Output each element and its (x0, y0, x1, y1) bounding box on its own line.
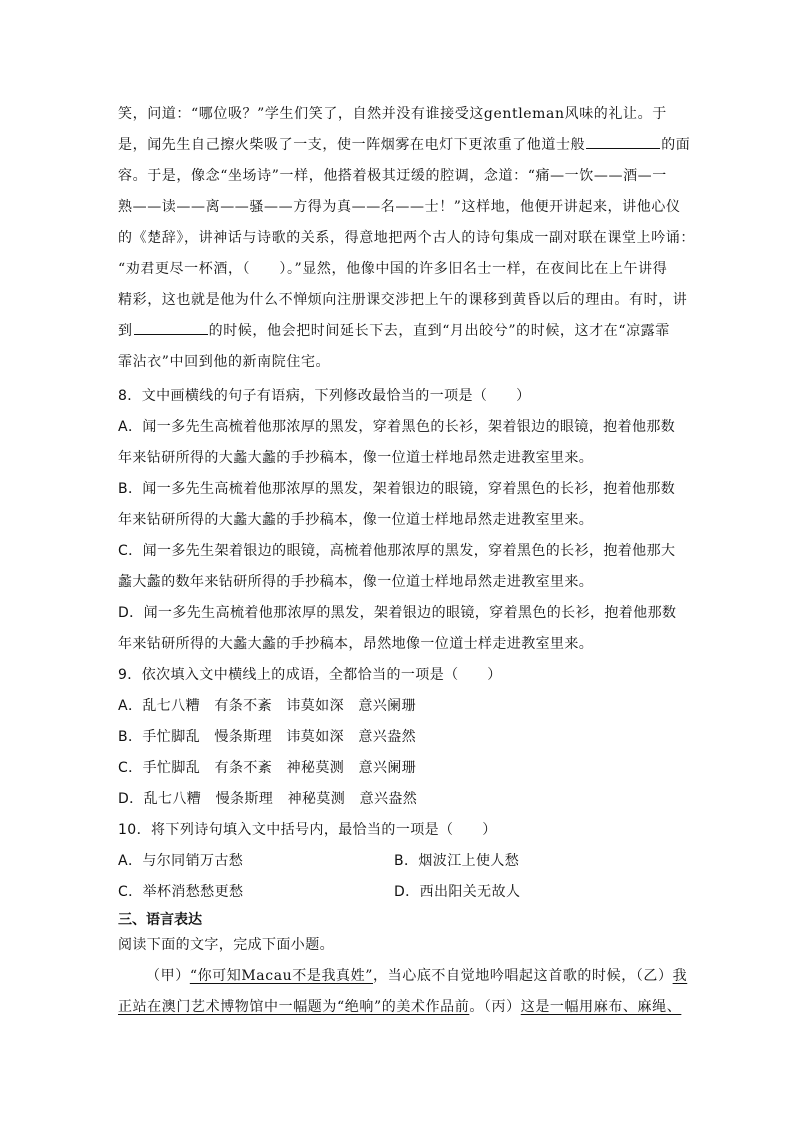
q10-option-c: C．举杯消愁愁更愁 (118, 884, 244, 900)
passage-line-2-tail: 的面 (661, 137, 691, 153)
passage-line-8-head: 到 (118, 323, 133, 339)
section3-passage-line-2 (118, 996, 681, 1016)
q8-stem: 8．文中画横线的句子有语病，下列修改最恰当的一项是（ ） (118, 388, 531, 404)
q10-option-d: D．西出阳关无故人 (394, 884, 521, 900)
q10-option-b: B．烟波江上使人愁 (394, 853, 520, 869)
section-intro: 阅读下面的文字，完成下面小题。 (118, 937, 334, 953)
q8-option-a-line1: A．闻一多先生高梳着他那浓厚的黑发，穿着黑色的长衫，架着银边的眼镜，抱着他那数 (118, 419, 676, 435)
q9-option-d: D．乱七八糟 慢条斯理 神秘莫测 意兴盎然 (118, 791, 418, 807)
passage-line-3: 容。于是，像念“坐场诗”一样，他搭着极其迂缓的腔调，念道：“痛—一饮——酒—一 (118, 168, 667, 184)
passage-line-8-text: 的时候，他会把时间延长下去，直到“月出皎兮”的时候，这才在“凉露霏 (208, 323, 670, 339)
passage-line-6: “劝君更尽一杯酒，（ ）。”显然，他像中国的许多旧名士一样，在夜间比在上午讲得 (118, 261, 668, 277)
fill-blank-2 (134, 322, 208, 335)
q8-option-b-line2: 年来钻研所得的大蠡大蠡的手抄稿本，像一位道士样地昂然走进教室里来。 (118, 512, 594, 528)
section3-passage-line-1-mid: ，当心底不自觉地吟唱起这首歌的时候，（乙） (373, 968, 673, 984)
passage-line-9: 霏沾衣”中回到他的新南院住宅。 (118, 354, 331, 370)
section3-passage-line-2-mid: 。（丙） (469, 999, 521, 1015)
section3-passage-line-1 (146, 965, 687, 985)
q9-option-a: A．乱七八糟 有条不紊 讳莫如深 意兴阑珊 (118, 698, 416, 714)
section-heading: 三、语言表达 (118, 912, 202, 928)
q8-option-b-line1: B．闻一多先生高梳着他那浓厚的黑发，架着银边的眼镜，穿着黑色的长衫，抱着他那数 (118, 481, 676, 497)
label-jia: （甲） (146, 968, 190, 984)
underlined-sentence-bing: 这是一幅用麻布、麻绳、 (520, 999, 682, 1015)
passage-line-5: 的《楚辞》，讲神话与诗歌的关系，得意地把两个古人的诗句集成一副对联在课堂上吟诵： (118, 230, 695, 246)
passage-line-1: 笑，问道：“哪位吸？”学生们笑了，自然并没有谁接受这gentleman风味的礼让。于 (118, 106, 667, 122)
q9-option-c: C．手忙脚乱 有条不紊 神秘莫测 意兴阑珊 (118, 760, 417, 776)
q8-option-d-line2: 年来钻研所得的大蠡大蠡的手抄稿本，昂然地像一位道士样走进教室里来。 (118, 636, 594, 652)
underlined-sentence-yi-start: 我 (672, 968, 688, 984)
q9-stem: 9．依次填入文中横线上的成语，全都恰当的一项是（ ） (118, 667, 502, 683)
q8-option-a-line2: 年来钻研所得的大蠡大蠡的手抄稿本，像一位道士样地昂然走进教室里来。 (118, 450, 594, 466)
passage-line-8 (118, 320, 670, 340)
q8-option-c-line2: 蠡大蠡的数年来钻研所得的手抄稿本，像一位道士样地昂然走进教室里来。 (118, 574, 594, 590)
underlined-sentence-jia: “你可知Macau不是我真姓” (189, 968, 374, 984)
underlined-sentence-yi: 正站在澳门艺术博物馆中一幅题为“绝响”的美术作品前 (118, 999, 470, 1015)
q8-option-d-line1: D．闻一多先生高梳着他那浓厚的黑发，架着银边的眼镜，穿着黑色的长衫，抱着他那数 (118, 605, 677, 621)
passage-line-7: 精彩，这也就是他为什么不惮烦向注册课交涉把上午的课移到黄昏以后的理由。有时，讲 (118, 292, 688, 308)
fill-blank-1 (586, 136, 660, 149)
passage-line-2 (118, 134, 690, 154)
q10-stem: 10．将下列诗句填入文中括号内，最恰当的一项是（ ） (118, 822, 497, 838)
passage-line-2-text: 是，闻先生自己擦火柴吸了一支，使一阵烟雾在电灯下更浓重了他道士般 (118, 137, 586, 153)
q8-option-c-line1: C．闻一多先生架着银边的眼镜，高梳着他那浓厚的黑发，穿着黑色的长衫，抱着他那大 (118, 543, 676, 559)
passage-line-4: 熟——读——离——骚——方得为真——名——士！”这样地，他便开讲起来，讲他心仪 (118, 199, 681, 215)
q9-option-b: B．手忙脚乱 慢条斯理 讳莫如深 意兴盎然 (118, 729, 417, 745)
q10-option-a: A．与尔同销万古愁 (118, 853, 244, 869)
